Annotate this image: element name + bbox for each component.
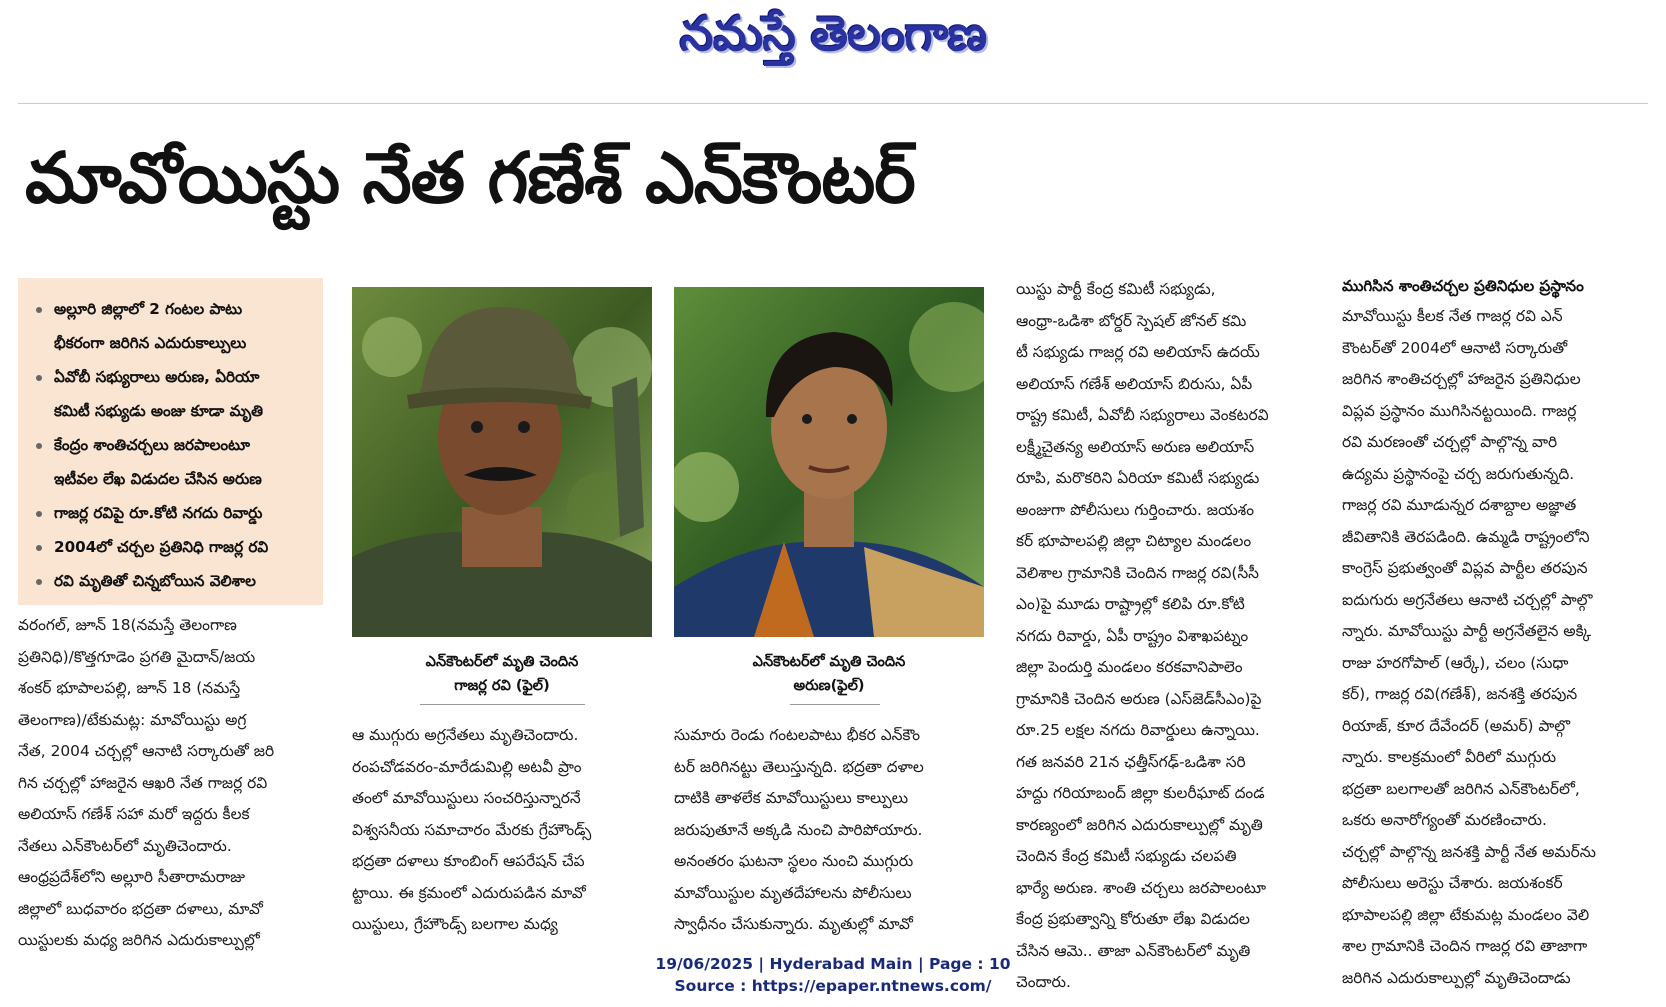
highlights-box xyxy=(18,278,323,605)
text-line: లక్ష్మీచైతన్య అలియాస్ అరుణ అలియాస్ xyxy=(1016,437,1255,456)
text-line: శంకర్ భూపాలపల్లి, జూన్ 18 (నమస్తే xyxy=(18,679,241,697)
article-column-1 xyxy=(18,610,323,957)
text-line: రాష్ట్ర కమిటీ, ఏవోబీ సభ్యురాలు వెంకటరవి xyxy=(1016,406,1269,424)
text-line: కాంగ్రెస్ ప్రభుత్వంతో విప్లవ పార్టీల తరపున xyxy=(1342,559,1588,577)
caption-line: అరుణ(ఫైల్) xyxy=(793,678,865,694)
text-line: భద్రతా బలగాలతో జరిగిన ఎన్‌కౌంటర్‌లో, xyxy=(1342,779,1580,798)
highlight-item-cont: భీకరంగా జరిగిన ఎదురుకాల్పులు xyxy=(54,334,247,352)
text-line: తెలంగాణ)/టేకుమట్ల: మావోయిస్టు అగ్ర xyxy=(18,710,247,729)
highlight-item: రవి మృతితో చిన్నబోయిన వెలిశాల xyxy=(30,564,315,598)
text-line: పోలీసులు అరెస్టు చేశారు. జయశంకర్ xyxy=(1342,874,1563,892)
text-line: ఆంధ్రప్రదేశ్‌లోని అల్లూరి సీతారామరాజు xyxy=(18,868,246,886)
text-line: జరిగిన ఎదురుకాల్పుల్లో మృతిచెందాడు xyxy=(1342,968,1571,987)
article-column-5 xyxy=(1342,274,1647,994)
highlight-item: కేంద్రం శాంతిచర్చలు జరపాలంటూ xyxy=(30,428,315,462)
text-line: ఒకరు అనారోగ్యంతో మరణించారు. xyxy=(1342,811,1547,829)
text-line: మావోయిస్టు కీలక నేత గాజర్ల రవి ఎన్ xyxy=(1342,307,1563,325)
caption-divider xyxy=(420,704,585,705)
text-line: ఆ ముగ్గురు అగ్రనేతలు మృతిచెందారు. xyxy=(352,726,579,744)
caption-line: గాజర్ల రవి (ఫైల్) xyxy=(454,678,550,694)
text-line: విశ్వసనీయ సమాచారం మేరకు గ్రేహౌండ్స్ xyxy=(352,820,592,839)
text-line: యిస్టు పార్టీ కేంద్ర కమిటీ సభ్యుడు, xyxy=(1016,280,1216,298)
text-line: నేత, 2004 చర్చల్లో ఆనాటి సర్కారుతో జరి xyxy=(18,742,275,760)
photo-aruna xyxy=(674,287,984,637)
headline: మావోయిస్టు నేత గణేశ్ ఎన్‌కౌంటర్ xyxy=(25,137,915,219)
caption-line: ఎన్‌కౌంటర్‌లో మృతి చెందిన xyxy=(752,654,906,670)
text-line: అనంతరం ఘటనా స్థలం నుంచి ముగ్గురు xyxy=(674,852,914,870)
text-line: అలియాస్ గణేశ్ సహా మరో ఇద్దరు కీలక xyxy=(18,805,250,823)
edition-info: 19/06/2025 | Hyderabad Main | Page : 10 xyxy=(655,955,1011,973)
text-line: చేసిన ఆమె.. తాజా ఎన్‌కౌంటర్‌లో మృతి xyxy=(1016,941,1251,960)
text-line: చర్చల్లో పాల్గొన్న జనశక్తి పార్టీ నేత అమర్‌ను xyxy=(1342,842,1596,861)
text-line: గిన చర్చల్లో హాజరైన ఆఖరి నేత గాజర్ల రవి xyxy=(18,773,268,792)
text-line: రాజు హరగోపాల్ (ఆర్కే), చలం (సుధా xyxy=(1342,653,1569,672)
text-line: రవి మరణంతో చర్చల్లో పాల్గొన్న వారి xyxy=(1342,433,1558,451)
text-line: స్వాధీనం చేసుకున్నారు. మృతుల్లో మావో xyxy=(674,915,913,933)
text-line: గ్రామానికి చెందిన అరుణ (ఎస్‌జెడ్‌సీఎం)పై xyxy=(1016,689,1262,708)
text-line: జిల్లా పెందుర్తి మండలం కరకవానిపాలెం xyxy=(1016,658,1243,676)
caption-divider xyxy=(790,704,880,705)
sub-headline: ముగిసిన శాంతిచర్చల ప్రతినిధుల ప్రస్థానం xyxy=(1342,277,1584,295)
text-line: టీ సభ్యుడు గాజర్ల రవి అలియాస్ ఉదయ్ xyxy=(1016,343,1260,361)
text-line: యిస్టులు, గ్రేహౌండ్స్ బలగాల మధ్య xyxy=(352,915,558,933)
text-line: జిల్లాలో బుధవారం భద్రతా దళాలు, మావో xyxy=(18,899,263,918)
caption-line: ఎన్‌కౌంటర్‌లో మృతి చెందిన xyxy=(425,654,579,670)
source-link[interactable]: Source : https://epaper.ntnews.com/ xyxy=(674,977,992,995)
text-line: హద్దు గరియాబంద్ జిల్లా కులరీఘాట్ దండ xyxy=(1016,784,1265,802)
text-line: విప్లవ ప్రస్థానం ముగిసినట్టయింది. గాజర్ల xyxy=(1342,401,1577,420)
text-line: రూ.25 లక్షల నగదు రివార్డులు ఉన్నాయి. xyxy=(1016,721,1260,739)
text-line: కర్ భూపాలపల్లి జిల్లా చిట్యాల మండలం xyxy=(1016,532,1252,550)
text-line: భూపాలపల్లి జిల్లా టేకుమట్ల మండలం వెలి xyxy=(1342,905,1590,924)
portrait-man-image xyxy=(352,287,652,637)
text-line: ఆంధ్రా-ఒడిశా బోర్డర్ స్పెషల్ జోనల్ కమి xyxy=(1016,311,1247,330)
text-line: చెందిన కేంద్ర కమిటీ సభ్యుడు చలపతి xyxy=(1016,847,1237,865)
highlight-item: గాజర్ల రవిపై రూ.కోటి నగదు రివార్డు xyxy=(30,496,315,530)
text-line: ఎం)పై మూడు రాష్ట్రాల్లో కలిపి రూ.కోటి xyxy=(1016,595,1245,613)
text-line: ఉద్యమ ప్రస్థానంపై చర్చ జరుగుతున్నది. xyxy=(1342,464,1575,483)
highlight-item: ఏవోబీ సభ్యురాలు అరుణ, ఏరియా xyxy=(30,360,315,394)
text-line: గాజర్ల రవి మూడున్నర దశాబ్దాల అజ్ఞాత xyxy=(1342,496,1577,514)
text-line: ఐదుగురు అగ్రనేతలు ఆనాటి చర్చల్లో పాల్గొ xyxy=(1342,590,1593,609)
photo-caption-2 xyxy=(674,650,984,698)
text-line: భార్యే అరుణ. శాంతి చర్చలు జరపాలంటూ xyxy=(1016,878,1266,897)
text-line: కర్), గాజర్ల రవి(గణేశ్), జనశక్తి తరపున xyxy=(1342,685,1578,703)
highlight-item-cont: కమిటీ సభ్యుడు అంజు కూడా మృతి xyxy=(54,402,264,420)
text-line: జరిగిన శాంతిచర్చల్లో హాజరైన ప్రతినిధుల xyxy=(1342,370,1581,388)
article-column-3 xyxy=(674,720,984,941)
highlight-item: అల్లూరి జిల్లాలో 2 గంటల పాటు xyxy=(30,292,315,326)
text-line: నగదు రివార్డు, ఏపీ రాష్ట్రం విశాఖపట్నం xyxy=(1016,626,1249,645)
article-column-2 xyxy=(352,720,657,941)
masthead-divider xyxy=(18,103,1648,104)
text-line: ట్టాయి. ఈ క్రమంలో ఎదురుపడిన మావో xyxy=(352,883,586,902)
text-line: న్నారు. మావోయిస్టు పార్టీ అగ్రనేతలైన అక్కి xyxy=(1342,622,1592,640)
highlight-item-cont: ఇటీవల లేఖ విడుదల చేసిన అరుణ xyxy=(54,470,262,488)
text-line: కారణ్యంలో జరిగిన ఎదురుకాల్పుల్లో మృతి xyxy=(1016,815,1263,834)
text-line: వెలిశాల గ్రామానికి చెందిన గాజర్ల రవి(సీసీ xyxy=(1016,563,1259,582)
text-line: సుమారు రెండు గంటలపాటు భీకర ఎన్‌కౌం xyxy=(674,726,921,744)
highlight-item: 2004లో చర్చల ప్రతినిధి గాజర్ల రవి xyxy=(30,530,315,564)
article-column-4 xyxy=(1016,274,1321,999)
text-line: భద్రతా దళాలు కూంబింగ్ ఆపరేషన్ చేప xyxy=(352,852,585,870)
text-line: న్నారు. కాలక్రమంలో వీరిలో ముగ్గురు xyxy=(1342,748,1557,766)
text-line: దాటికి తాళలేక మావోయిస్టులు కాల్పులు xyxy=(674,789,909,807)
text-line: గత జనవరి 21న ఛత్తీస్‌గఢ్-ఒడిశా సరి xyxy=(1016,752,1246,771)
page-footer xyxy=(0,953,1666,997)
text-line: వరంగల్, జూన్ 18(నమస్తే తెలంగాణ xyxy=(18,616,237,634)
text-line: చెందారు. xyxy=(1016,973,1071,991)
text-line: తంలో మావోయిస్టులు సంచరిస్తున్నారనే xyxy=(352,789,581,807)
text-line: కౌంటర్‌తో 2004లో ఆనాటి సర్కారుతో xyxy=(1342,338,1568,357)
text-line: నేతలు ఎన్‌కౌంటర్‌లో మృతిచెందారు. xyxy=(18,836,232,855)
text-line: అంజుగా పోలీసులు గుర్తించారు. జయశం xyxy=(1016,500,1255,519)
portrait-woman-image xyxy=(674,287,984,637)
text-line: రంపచోడవరం-మారేడుమిల్లి అటవీ ప్రాం xyxy=(352,757,582,776)
text-line: మావోయిస్టుల మృతదేహాలను పోలీసులు xyxy=(674,883,912,902)
text-line: అలియాస్ గణేశ్ అలియాస్ బిరుసు, ఏపీ xyxy=(1016,374,1253,393)
text-line: జీవితానికి తెరపడింది. ఉమ్మడి రాష్ట్రంలోని xyxy=(1342,527,1590,546)
photo-gajarla-ravi xyxy=(352,287,652,637)
text-line: రియాజ్, కూర దేవేందర్ (అమర్) పాల్గొ xyxy=(1342,716,1571,735)
text-line: రూపి, మరొకరిని ఏరియా కమిటీ సభ్యుడు xyxy=(1016,469,1260,487)
text-line: జరుపుతూనే అక్కడి నుంచి పారిపోయారు. xyxy=(674,820,923,839)
text-line: కేంద్ర ప్రభుత్వాన్ని కోరుతూ లేఖ విడుదల xyxy=(1016,910,1250,928)
photo-caption-1 xyxy=(352,650,652,698)
text-line: టర్ జరిగినట్టు తెలుస్తున్నది. భద్రతా దళాల xyxy=(674,757,924,776)
text-line: యిస్టులకు మధ్య జరిగిన ఎదురుకాల్పుల్లో xyxy=(18,931,260,949)
masthead-logo: నమస్తే తెలంగాణ xyxy=(679,6,987,62)
text-line: ప్రతినిధి)/కొత్తగూడెం ప్రగతి మైదాన్/జయ xyxy=(18,647,256,666)
text-line: శాల గ్రామానికి చెందిన గాజర్ల రవి తాజాగా xyxy=(1342,937,1588,955)
